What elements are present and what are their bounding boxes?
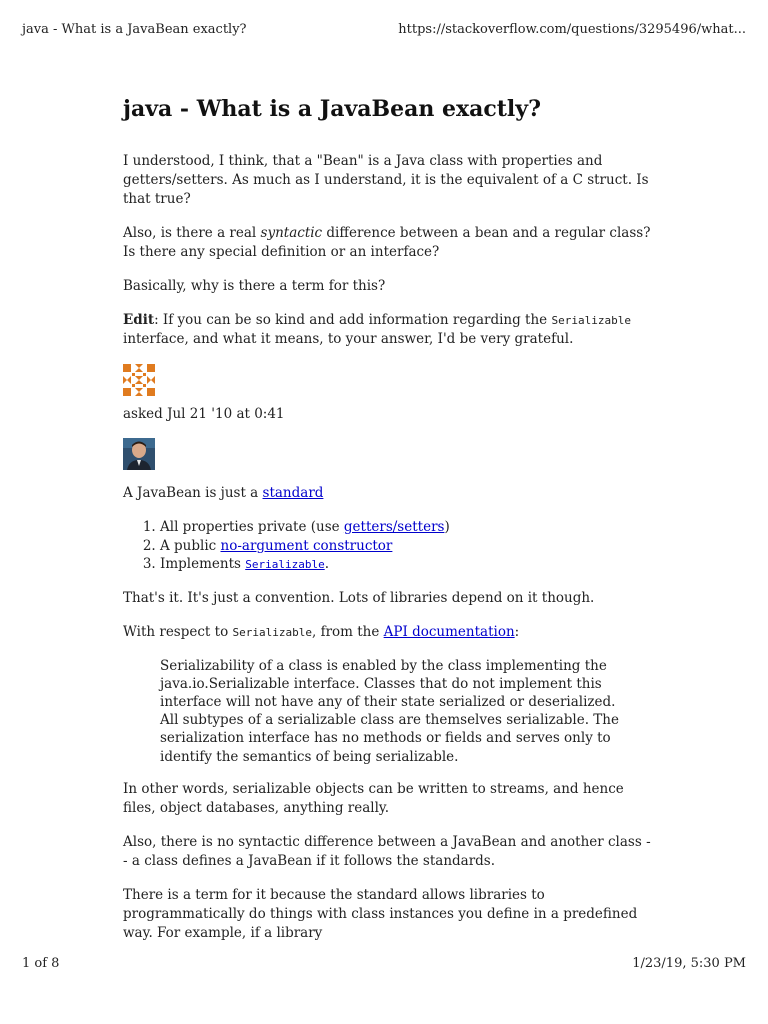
- text-span: A JavaBean is just a: [123, 485, 263, 501]
- text-span: ): [444, 519, 450, 535]
- no-argument-constructor-link[interactable]: no-argument constructor: [220, 537, 393, 554]
- question-edit-note: [123, 311, 653, 349]
- text-span: A public: [160, 537, 221, 554]
- page-content: [123, 96, 653, 958]
- edit-label: Edit: [123, 312, 155, 328]
- answer-intro: [123, 484, 653, 503]
- text-span: Implements: [160, 556, 246, 572]
- standard-link[interactable]: standard: [262, 485, 324, 501]
- requirements-list: [123, 518, 653, 575]
- question-paragraph-1: I understood, I think, that a "Bean" is a Java class with properties and getters/setters. As much as I understand, it is the equivalent of a C struct. Is that true?: [123, 153, 649, 207]
- print-header: [22, 22, 746, 42]
- question-paragraph-2: [123, 224, 653, 262]
- api-documentation-link[interactable]: API documentation: [383, 623, 515, 640]
- text-span: Also, is there a real: [123, 225, 261, 241]
- inline-code: Serializable: [232, 625, 312, 639]
- text-span: All properties private (use: [160, 519, 344, 535]
- list-item: [160, 537, 653, 556]
- answer-syntactic: Also, there is no syntactic difference between a JavaBean and another class -- a class defines a JavaBean if it follows the standards.: [123, 833, 651, 869]
- answerer-profile-avatar[interactable]: [123, 438, 155, 470]
- print-datetime: 1/23/19, 5:30 PM: [632, 956, 746, 971]
- text-span: :: [514, 623, 520, 640]
- page-number: 1 of 8: [22, 956, 60, 971]
- question-paragraph-3: Basically, why is there a term for this?: [123, 278, 386, 294]
- emphasis: syntactic: [260, 225, 323, 241]
- text-span: : If you can be so kind and add information regarding the: [154, 312, 552, 328]
- page-title: java - What is a JavaBean exactly?: [123, 96, 541, 122]
- answer-term: There is a term for it because the standard allows libraries to programmatically do things with class instances you define in a predefined way. For example, if a library: [123, 886, 638, 941]
- asker-identicon-avatar[interactable]: [123, 364, 155, 396]
- text-span: difference between a bean and a regular class? Is there any special definition or an interface?: [123, 225, 651, 260]
- list-item: [160, 518, 653, 537]
- text-span: , from the: [311, 623, 384, 640]
- answer-respect: [123, 623, 653, 642]
- text-span: interface, and what it means, to your answer, I'd be very grateful.: [123, 331, 574, 347]
- header-url: https://stackoverflow.com/questions/3295496/what...: [398, 22, 746, 37]
- print-footer: [22, 956, 746, 976]
- asked-timestamp: asked Jul 21 '10 at 0:41: [123, 406, 285, 422]
- answer-other-words: In other words, serializable objects can be written to streams, and hence files, object databases, anything really.: [123, 780, 624, 816]
- serializable-link[interactable]: Serializable: [245, 558, 325, 571]
- header-title: java - What is a JavaBean exactly?: [22, 22, 247, 37]
- inline-code: Serializable: [551, 314, 631, 327]
- text-span: With respect to: [123, 623, 233, 640]
- getters-setters-link[interactable]: getters/setters: [343, 519, 445, 535]
- answer-convention: That's it. It's just a convention. Lots of libraries depend on it though.: [123, 589, 595, 606]
- list-item: [160, 555, 653, 575]
- api-quote: Serializability of a class is enabled by the class implementing the java.io.Serializable interface. Classes that do not implement this interface will not have any of their state serialized or deserialized. All subtypes of a serializable class are themselves serializable. The serialization interface has no methods or fields and serves only to identify the semantics of being serializable.: [160, 657, 619, 765]
- text-span: .: [324, 556, 329, 572]
